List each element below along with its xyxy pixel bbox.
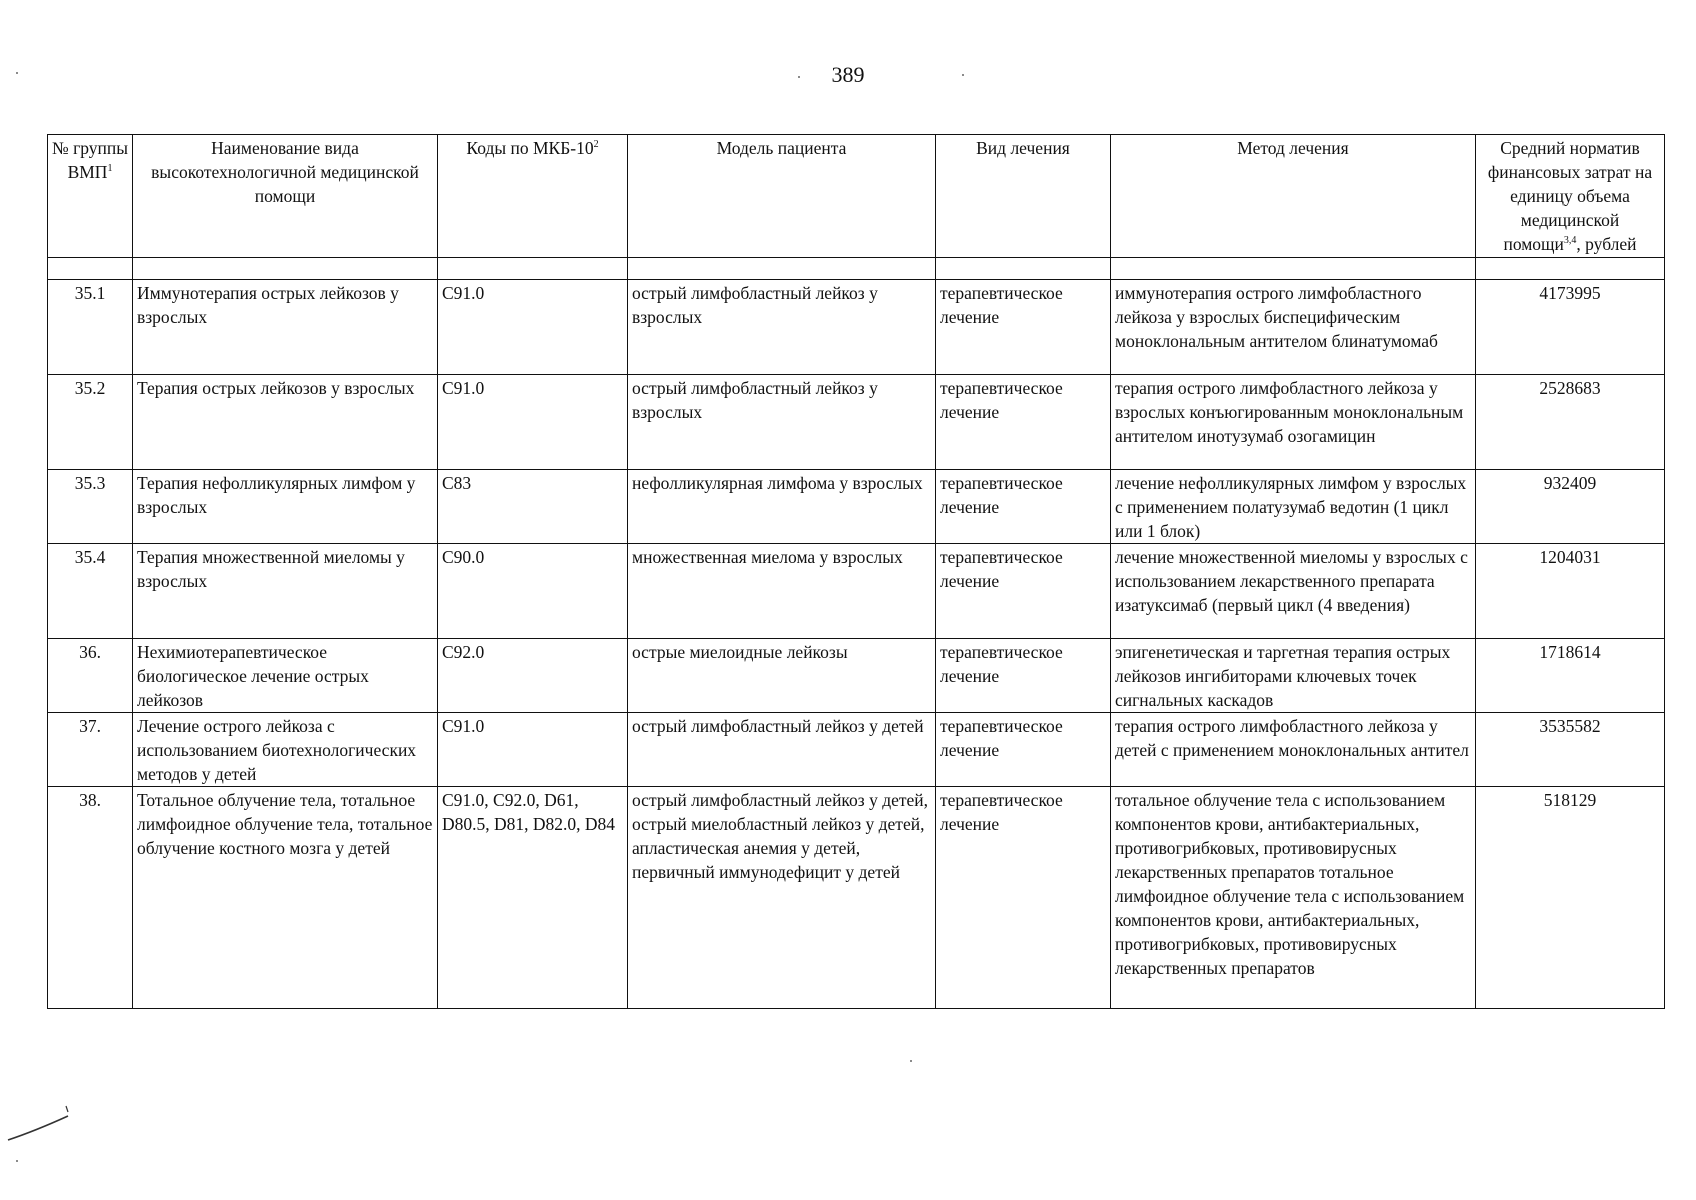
header-patient-model: Модель пациента bbox=[628, 135, 936, 258]
scan-dot bbox=[962, 74, 964, 76]
table-row bbox=[48, 375, 1665, 470]
row-vmp-name: Нехимиотерапевтическое биологическое лечение острых лейкозов bbox=[133, 639, 438, 713]
row-treatment-method: эпигенетическая и таргетная терапия острых лейкозов ингибиторами ключевых точек сигнальных каскадов bbox=[1111, 639, 1476, 713]
row-patient-model: острый лимфобластный лейкоз у взрослых bbox=[628, 375, 936, 470]
scan-dot bbox=[910, 1060, 912, 1062]
header-group-no: № группы ВМП$^1$ bbox=[48, 135, 133, 258]
row-number: 35.2 bbox=[48, 375, 133, 470]
row-vmp-name: Тотальное облучение тела, тотальное лимфоидное облучение тела, тотальное облучение костного мозга у детей bbox=[133, 787, 438, 1009]
row-number: 37. bbox=[48, 713, 133, 787]
row-treatment-method: тотальное облучение тела с использованием компонентов крови, антибактериальных, противогрибковых, противовирусных лекарственных препаратов тотальное лимфоидное облучение тела с использованием компонентов крови, антибактериальных, противогрибковых, противовирусных лекарственных препаратов bbox=[1111, 787, 1476, 1009]
header-treatment-method: Метод лечения bbox=[1111, 135, 1476, 258]
row-avg-cost: 1204031 bbox=[1476, 544, 1665, 639]
row-avg-cost: 2528683 bbox=[1476, 375, 1665, 470]
header-treatment-type: Вид лечения bbox=[936, 135, 1111, 258]
row-number: 35.4 bbox=[48, 544, 133, 639]
header-avg-cost: Средний норматив финансовых затрат на единицу объема медицинской помощи$^{3,4}$, рублей bbox=[1476, 135, 1665, 258]
scan-dot bbox=[16, 1160, 18, 1162]
row-number: 38. bbox=[48, 787, 133, 1009]
table-row bbox=[48, 544, 1665, 639]
header-icd-codes: Коды по МКБ-$10^2$ bbox=[438, 135, 628, 258]
row-vmp-name: Терапия острых лейкозов у взрослых bbox=[133, 375, 438, 470]
row-icd-codes: C91.0 bbox=[438, 713, 628, 787]
row-number: 35.1 bbox=[48, 280, 133, 375]
row-icd-codes: C91.0 bbox=[438, 280, 628, 375]
row-patient-model: нефолликулярная лимфома у взрослых bbox=[628, 470, 936, 544]
row-icd-codes: C92.0 bbox=[438, 639, 628, 713]
row-treatment-method: иммунотерапия острого лимфобластного лейкоза у взрослых биспецифическим моноклональным антителом блинатумомаб bbox=[1111, 280, 1476, 375]
row-treatment-method: лечение нефолликулярных лимфом у взрослых с применением полатузумаб ведотин (1 цикл или 1 блок) bbox=[1111, 470, 1476, 544]
table-row bbox=[48, 787, 1665, 1009]
pen-stroke-mark bbox=[6, 1100, 76, 1150]
row-patient-model: острый лимфобластный лейкоз у детей bbox=[628, 713, 936, 787]
row-avg-cost: 518129 bbox=[1476, 787, 1665, 1009]
table-row bbox=[48, 639, 1665, 713]
table-spacer-row bbox=[48, 258, 1665, 280]
row-icd-codes: C91.0, C92.0, D61, D80.5, D81, D82.0, D84 bbox=[438, 787, 628, 1009]
row-treatment-method: лечение множественной миеломы у взрослых с использованием лекарственного препарата изатуксимаб (первый цикл (4 введения) bbox=[1111, 544, 1476, 639]
row-treatment-type: терапевтическое лечение bbox=[936, 787, 1111, 1009]
row-vmp-name: Терапия множественной миеломы у взрослых bbox=[133, 544, 438, 639]
row-treatment-type: терапевтическое лечение bbox=[936, 639, 1111, 713]
page-number: 389 bbox=[831, 62, 865, 87]
row-treatment-type: терапевтическое лечение bbox=[936, 544, 1111, 639]
row-patient-model: острые миелоидные лейкозы bbox=[628, 639, 936, 713]
row-patient-model: острый лимфобластный лейкоз у взрослых bbox=[628, 280, 936, 375]
table-row bbox=[48, 713, 1665, 787]
table-row bbox=[48, 280, 1665, 375]
row-treatment-type: терапевтическое лечение bbox=[936, 713, 1111, 787]
vmp-table bbox=[47, 134, 1665, 1009]
row-treatment-type: терапевтическое лечение bbox=[936, 470, 1111, 544]
row-vmp-name: Иммунотерапия острых лейкозов у взрослых bbox=[133, 280, 438, 375]
table-header-row bbox=[48, 135, 1665, 258]
row-treatment-type: терапевтическое лечение bbox=[936, 375, 1111, 470]
row-patient-model: множественная миелома у взрослых bbox=[628, 544, 936, 639]
row-avg-cost: 3535582 bbox=[1476, 713, 1665, 787]
row-icd-codes: C90.0 bbox=[438, 544, 628, 639]
row-avg-cost: 1718614 bbox=[1476, 639, 1665, 713]
row-treatment-type: терапевтическое лечение bbox=[936, 280, 1111, 375]
row-avg-cost: 932409 bbox=[1476, 470, 1665, 544]
row-treatment-method: терапия острого лимфобластного лейкоза у взрослых конъюгированным моноклональным антителом инотузумаб озогамицин bbox=[1111, 375, 1476, 470]
row-icd-codes: C91.0 bbox=[438, 375, 628, 470]
table-row bbox=[48, 470, 1665, 544]
row-vmp-name: Терапия нефолликулярных лимфом у взрослых bbox=[133, 470, 438, 544]
scan-dot bbox=[798, 76, 800, 78]
header-vmp-name: Наименование вида высокотехнологичной медицинской помощи bbox=[133, 135, 438, 258]
row-number: 35.3 bbox=[48, 470, 133, 544]
row-avg-cost: 4173995 bbox=[1476, 280, 1665, 375]
row-treatment-method: терапия острого лимфобластного лейкоза у детей с применением моноклональных антител bbox=[1111, 713, 1476, 787]
row-number: 36. bbox=[48, 639, 133, 713]
row-icd-codes: C83 bbox=[438, 470, 628, 544]
row-patient-model: острый лимфобластный лейкоз у детей, острый миелобластный лейкоз у детей, апластическая анемия у детей, первичный иммунодефицит у детей bbox=[628, 787, 936, 1009]
scan-dot bbox=[16, 72, 18, 74]
row-vmp-name: Лечение острого лейкоза с использованием биотехнологических методов у детей bbox=[133, 713, 438, 787]
